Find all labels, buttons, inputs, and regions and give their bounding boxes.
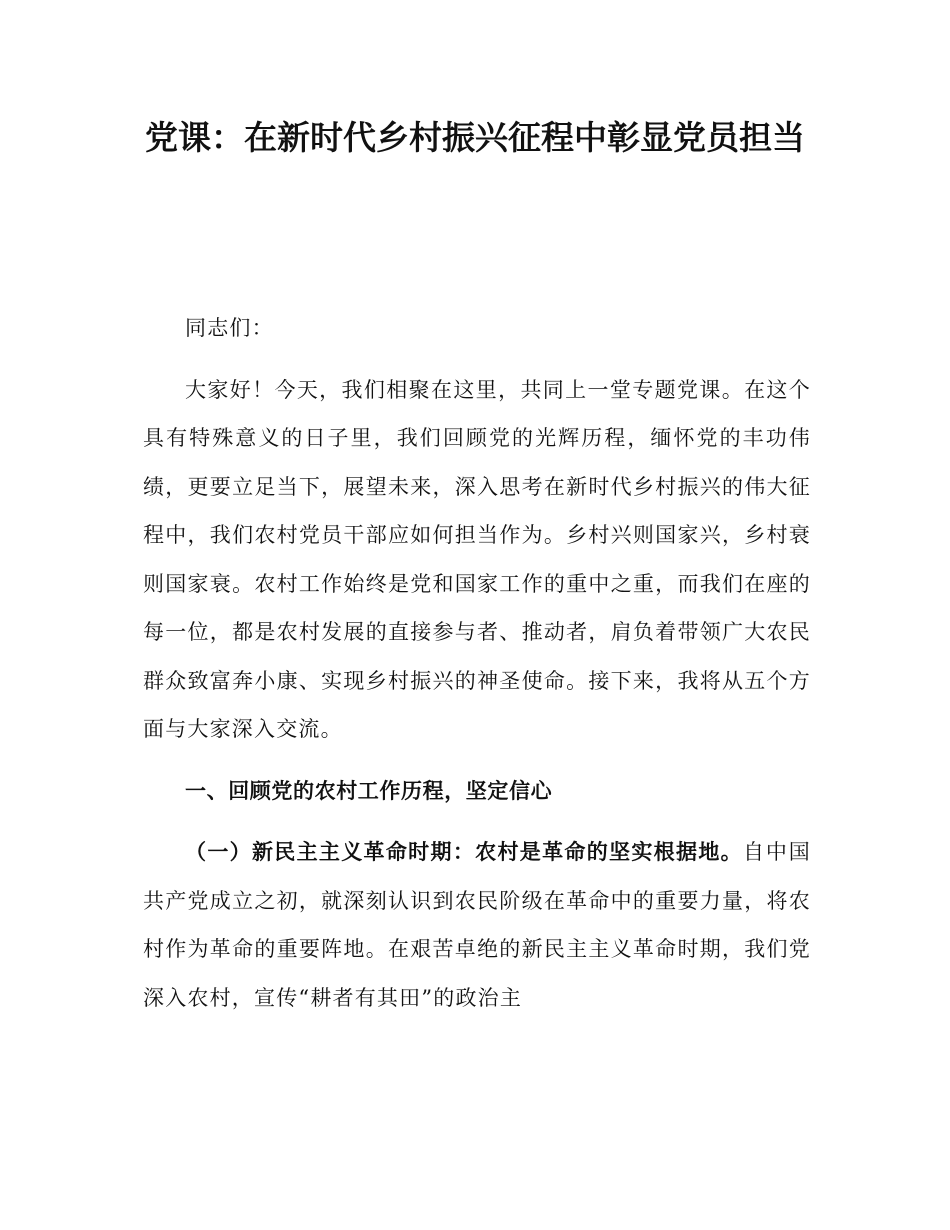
subsection-text: 自中国共产党成立之初，就深刻认识到农民阶级在革命中的重要力量，将农村作为革命的重要阵地。在艰苦卓绝的新民主主义革命时期，我们党深入农村，宣传“耕者有其田”的政治主 — [143, 840, 811, 1010]
salutation: 同志们： — [185, 316, 274, 340]
intro-paragraph: 大家好！今天，我们相聚在这里，共同上一堂专题党课。在这个具有特殊意义的日子里，我们回顾党的光辉历程，缅怀党的丰功伟绩，更要立足当下，展望未来，深入思考在新时代乡村振兴的伟大征程中，我们农村党员干部应如何担当作为。乡村兴则国家兴，乡村衰则国家衰。农村工作始终是党和国家工作的重中之重，而我们在座的每一位，都是农村发展的直接参与者、推动者，肩负着带领广大农民群众致富奔小康、实现乡村振兴的神圣使命。接下来，我将从五个方面与大家深入交流。 — [143, 377, 811, 741]
section-heading: 一、回顾党的农村工作历程，坚定信心 — [185, 778, 553, 803]
subsection-heading: （一）新民主主义革命时期：农村是革命的坚实根据地。 — [185, 840, 743, 864]
document-title: 党课：在新时代乡村振兴征程中彰显党员担当 — [145, 118, 805, 157]
document-body — [143, 304, 811, 1035]
subsection-paragraph — [143, 828, 811, 1022]
